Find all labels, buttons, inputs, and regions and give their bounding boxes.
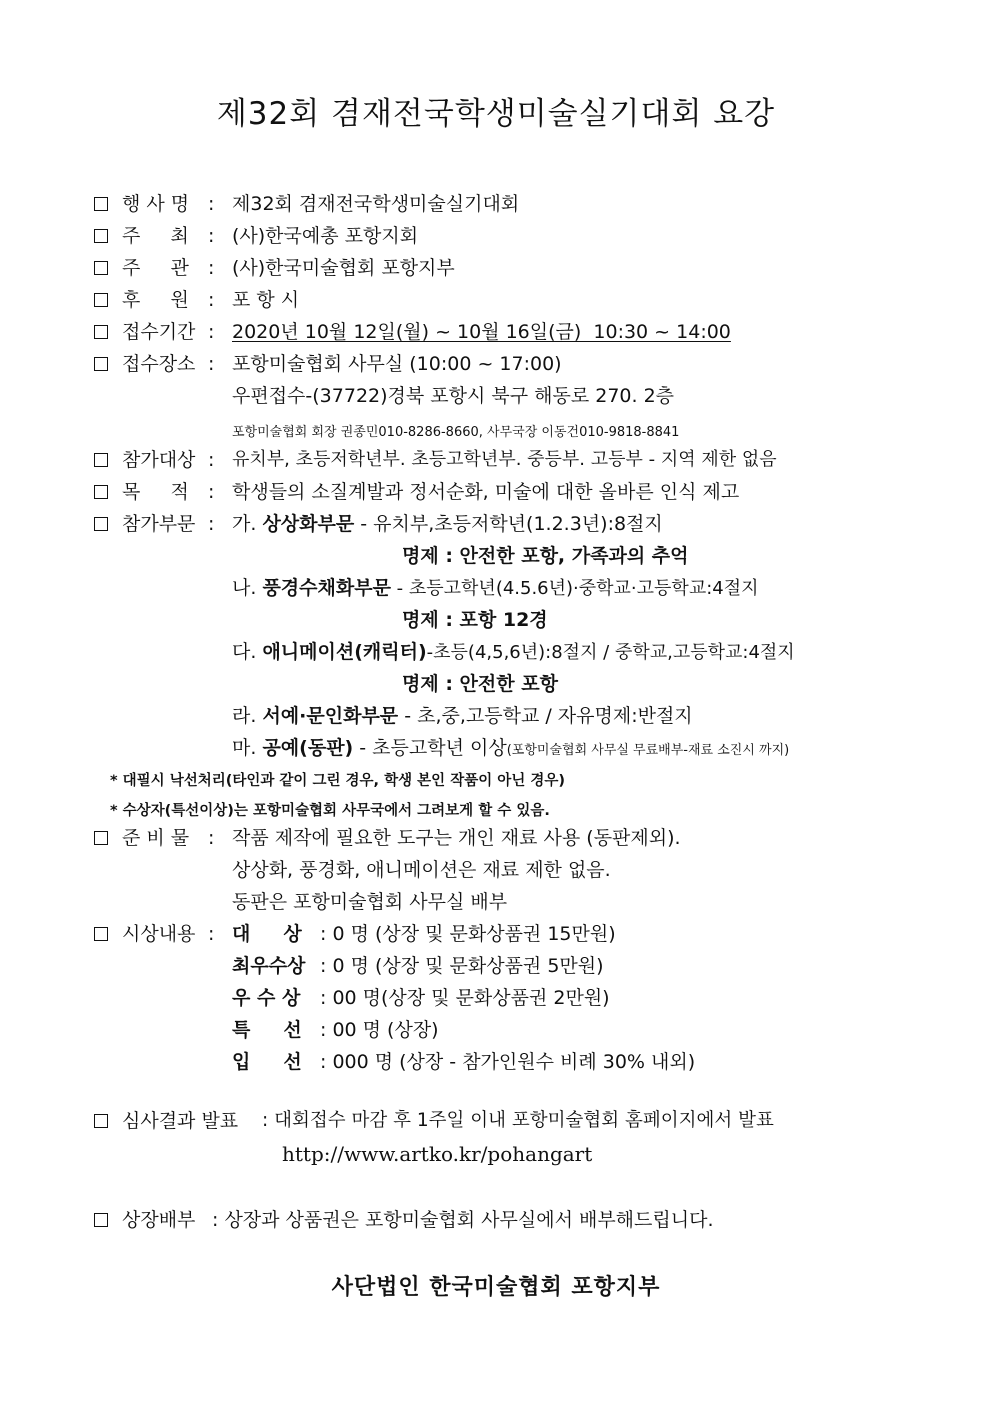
checkbox-icon [94, 1213, 108, 1227]
row-value: 제32회 겸재전국학생미술실기대회 [232, 193, 520, 215]
award-row: 우 수 상 : 00 명(상장 및 문화상품권 2만원) [232, 987, 610, 1009]
row-label: 심사결과 발표 [122, 1110, 239, 1132]
row-label: 목 적 [122, 481, 189, 503]
division-ma: 마. 공예(동판) - 초등고학년 이상(포항미술협회 사무실 무료배부-재료 소진시 까지) [232, 737, 790, 759]
row-label: 참가부문 [122, 513, 196, 535]
division-theme: 명제 : 안전한 포항, 가족과의 추억 [402, 545, 689, 567]
checkbox-icon [94, 293, 108, 307]
checkbox-icon [94, 261, 108, 275]
row-label: 준 비 물 [122, 827, 190, 849]
row-sponsor [0, 287, 992, 313]
separator: : [208, 353, 215, 375]
row-label: 주 최 [122, 225, 189, 247]
row-purpose [0, 479, 992, 505]
checkbox-icon [94, 517, 108, 531]
page-title: 제32회 겸재전국학생미술실기대회 요강 [216, 96, 776, 132]
row-label: 접수기간 [122, 321, 196, 343]
division-na: 나. 풍경수채화부문 - 초등고학년(4.5.6년)·중학교·고등학교:4절지 [232, 577, 759, 599]
checkbox-icon [94, 453, 108, 467]
separator: : [208, 513, 215, 535]
division-ga: 가. 상상화부문 - 유치부,초등저학년(1.2.3년):8절지 [232, 513, 663, 535]
note-ghostwriting: * 대필시 낙선처리(타인과 같이 그린 경우, 학생 본인 작품이 아닌 경우) [110, 773, 566, 789]
division-theme: 명제 : 포항 12경 [402, 609, 548, 631]
row-value: 유치부, 초등저학년부. 초등고학년부. 중등부. 고등부 - 지역 제한 없음 [232, 449, 777, 470]
row-value: 2020년 10월 12일(월) ~ 10월 16일(금) 10:30 ~ 14:00 [232, 321, 731, 343]
separator: : [208, 257, 215, 279]
row-organizer [0, 255, 992, 281]
row-place [0, 351, 992, 377]
row-value: : 상장과 상품권은 포항미술협회 사무실에서 배부해드립니다. [212, 1209, 714, 1231]
row-divisions [0, 511, 992, 537]
checkbox-icon [94, 927, 108, 941]
row-target [0, 447, 992, 473]
division-da: 다. 애니메이션(캐릭터)-초등(4,5,6년):8절지 / 중학교,고등학교:4절지 [232, 641, 795, 663]
checkbox-icon [94, 1114, 108, 1128]
separator: : [208, 481, 215, 503]
row-period [0, 319, 992, 345]
row-value: : 대회접수 마감 후 1주일 이내 포항미술협회 홈페이지에서 발표 [262, 1110, 774, 1131]
division-ra: 라. 서예·문인화부문 - 초,중,고등학교 / 자유명제:반절지 [232, 705, 693, 727]
row-label: 주 관 [122, 257, 189, 279]
checkbox-icon [94, 325, 108, 339]
separator: : [208, 449, 215, 471]
checkbox-icon [94, 357, 108, 371]
results-url-link[interactable]: http://www.artko.kr/pohangart [282, 1142, 593, 1166]
checkbox-icon [94, 197, 108, 211]
row-delivery [0, 1207, 992, 1233]
row-value: 학생들의 소질계발과 정서순화, 미술에 대한 올바른 인식 제고 [232, 481, 740, 503]
row-results [0, 1108, 992, 1134]
row-label: 행 사 명 [122, 193, 190, 215]
row-value: (사)한국예총 포항지회 [232, 225, 419, 247]
row-label: 후 원 [122, 289, 189, 311]
row-materials [0, 825, 992, 851]
checkbox-icon [94, 485, 108, 499]
award-row: 입 선 : 000 명 (상장 - 참가인원수 비례 30% 내외) [232, 1051, 696, 1073]
row-value: 작품 제작에 필요한 도구는 개인 재료 사용 (동판제외). [232, 827, 681, 849]
row-label: 참가대상 [122, 449, 196, 471]
row-value: (사)한국미술협회 포항지부 [232, 257, 455, 279]
row-value: 포 항 시 [232, 289, 300, 311]
place-address: 우편접수-(37722)경북 포항시 북구 해동로 270. 2층 [232, 385, 675, 407]
separator: : [208, 827, 215, 849]
row-host [0, 223, 992, 249]
checkbox-icon [94, 229, 108, 243]
division-theme: 명제 : 안전한 포항 [402, 673, 558, 695]
row-label: 시상내용 [122, 923, 196, 945]
award-row: 대 상 : 0 명 (상장 및 문화상품권 15만원) [232, 923, 616, 945]
row-label: 상장배부 [122, 1209, 196, 1231]
row-label: 접수장소 [122, 353, 196, 375]
award-row: 특 선 : 00 명 (상장) [232, 1019, 439, 1041]
separator: : [208, 321, 215, 343]
checkbox-icon [94, 831, 108, 845]
note-redraw: * 수상자(특선이상)는 포항미술협회 사무국에서 그려보게 할 수 있음. [110, 803, 550, 819]
materials-line: 동판은 포항미술협회 사무실 배부 [232, 891, 508, 913]
place-contacts: 포항미술협회 회장 권종민010-8286-8660, 사무국장 이동건010-9818-8841 [232, 425, 680, 440]
separator: : [208, 225, 215, 247]
separator: : [208, 289, 215, 311]
separator: : [208, 923, 215, 945]
materials-line: 상상화, 풍경화, 애니메이션은 재료 제한 없음. [232, 859, 611, 881]
row-value: 포항미술협회 사무실 (10:00 ~ 17:00) [232, 353, 562, 375]
award-row: 최우수상 : 0 명 (상장 및 문화상품권 5만원) [232, 955, 604, 977]
separator: : [208, 193, 215, 215]
row-event [0, 191, 992, 217]
footer-organization: 사단법인 한국미술협회 포항지부 [331, 1275, 661, 1300]
